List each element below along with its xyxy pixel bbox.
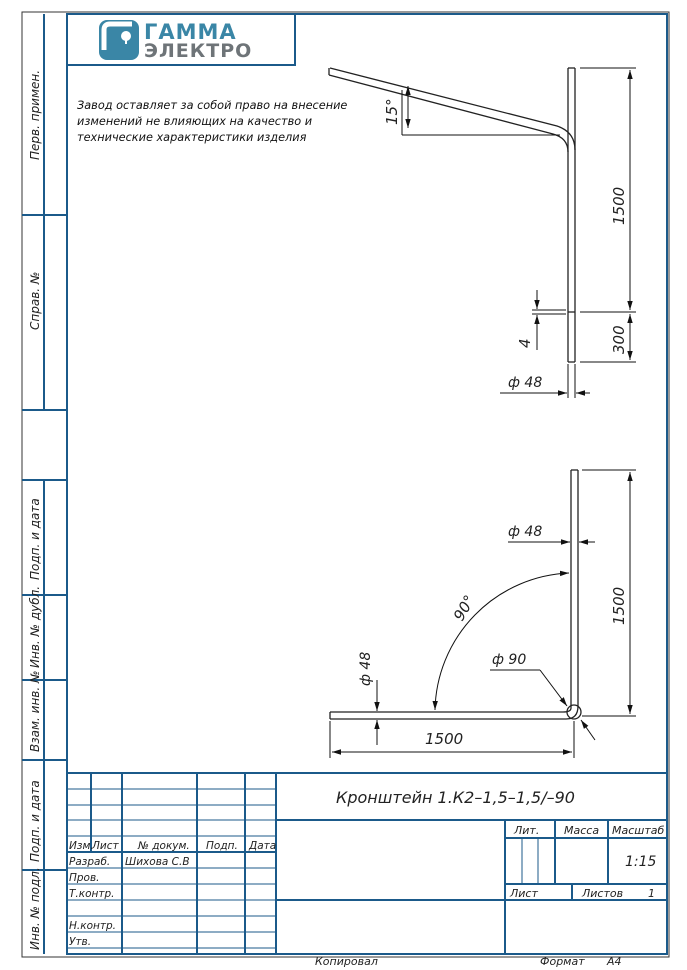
side-label-perv-primen: Перв. примен.: [28, 69, 42, 160]
bottom-diameter-left-label: ф 48: [358, 651, 374, 686]
format-value: А4: [607, 955, 622, 968]
row-utv: Утв.: [69, 936, 92, 948]
col-dokum: № докум.: [138, 840, 190, 852]
scale-value: 1:15: [625, 854, 657, 870]
col-podp: Подп.: [206, 840, 238, 852]
top-gap-label: 4: [516, 338, 534, 348]
bottom-diameter-top-label: ф 48: [508, 524, 543, 540]
copied-label: Копировал: [315, 955, 378, 968]
top-diameter-label: ф 48: [508, 375, 543, 391]
top-height-label: 1500: [610, 186, 628, 225]
company-logo: [96, 20, 266, 60]
sheet-label: Лист: [510, 887, 538, 900]
side-label-inv-dubl: Инв. № дубл.: [28, 585, 42, 668]
title-block-thin-lines: [67, 789, 538, 948]
bottom-view-dimensions: [330, 470, 636, 758]
sheets-label: Листов: [582, 887, 624, 900]
outer-frame: [22, 12, 669, 957]
bottom-length-label: 1500: [425, 730, 464, 748]
row-razrab: Разраб.: [69, 856, 111, 868]
col-list: Лист: [92, 840, 119, 852]
row-prov: Пров.: [69, 872, 100, 884]
row-nkontr: Н.контр.: [69, 920, 116, 932]
disclaimer-note: Завод оставляет за собой право на внесение изменений не влияющих на качество и технические характеристики изделия: [77, 99, 348, 144]
col-data: Дата: [249, 840, 277, 852]
side-label-vzam-inv: Взам. инв. №: [28, 670, 42, 752]
top-base-label: 300: [610, 325, 628, 354]
side-label-inv-podl: Инв. № подл.: [28, 867, 42, 950]
logo-line-2: ЭЛЕКТРО: [144, 40, 253, 62]
bottom-angle-label: 90°: [449, 591, 479, 624]
format-label: Формат: [540, 955, 585, 968]
col-izm: Изм.: [69, 840, 94, 852]
bottom-height-label: 1500: [610, 586, 628, 625]
side-label-podp-data-2: Подп. и дата: [28, 780, 42, 862]
bottom-bend-diameter-label: ф 90: [492, 652, 527, 668]
massa-label: Масса: [564, 824, 600, 837]
logo-line-1: ГАММА: [144, 20, 237, 44]
designation-title: Кронштейн 1.К2–1,5–1,5/–90: [336, 788, 575, 807]
sheets-count: 1: [648, 887, 655, 900]
row-tkontr: Т.контр.: [69, 888, 115, 900]
side-label-sprav-no: Справ. №: [28, 271, 42, 330]
lit-label: Лит.: [514, 824, 540, 837]
masshtab-label: Масштаб: [612, 824, 665, 837]
razrab-name: Шихова С.В: [125, 856, 190, 868]
inner-frame: [67, 14, 667, 954]
top-angle-label: 15°: [383, 98, 401, 125]
side-label-podp-data-1: Подп. и дата: [28, 498, 42, 580]
